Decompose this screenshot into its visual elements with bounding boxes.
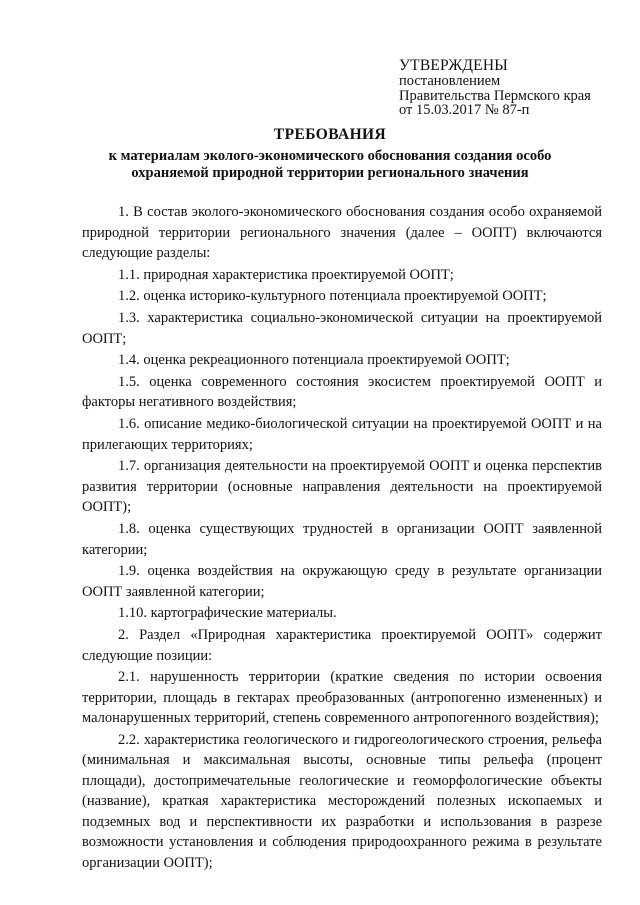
paragraph-1-9: 1.9. оценка воздействия на окружающую среду в результате организации ООПТ заявленной категории; [82,563,602,600]
approval-line-decree: постановлением [399,73,501,89]
paragraph-1: 1. В состав эколого-экономического обоснования создания особо охраняемой природной территории регионального значения (далее – ООПТ) включаются следующие разделы: [82,204,602,261]
paragraph-1-8: 1.8. оценка существующих трудностей в организации ООПТ заявленной категории; [82,521,602,558]
paragraph-2: 2. Раздел «Природная характеристика проектируемой ООПТ» содержит следующие позиции: [82,627,602,664]
paragraph-1-4: 1.4. оценка рекреационного потенциала проектируемой ООПТ; [118,352,510,369]
approval-stamp [399,58,629,118]
paragraph-1-3: 1.3. характеристика социально-экономической ситуации на проектируемой ООПТ; [82,310,602,347]
approval-line-government: Правительства Пермского края [399,87,591,104]
paragraph-2-2: 2.2. характеристика геологического и гидрогеологического строения, рельефа (минимальная и максимальная высоты, основные типы рельефа (процент площади), достопримечательные геологические и геоморфологические объекты (название), краткая характеристика месторождений полезных ископаемых и подземных вод и перспективности их разработки и использования в разрезе возможности установления и соблюдения природоохранного режима в результате организации ООПТ); [82,731,602,871]
paragraph-2-1: 2.1. нарушенность территории (краткие сведения по истории освоения территории, площадь в гектарах преобразованных (антропогенно измененных) и малонарушенных территорий, степень современного антропогенного воздействия); [82,669,602,727]
approval-line-date-number: от 15.03.2017 № 87-п [399,102,530,118]
paragraph-1-2: 1.2. оценка историко-культурного потенциала проектируемой ООПТ; [118,288,547,305]
paragraph-1-7: 1.7. организация деятельности на проектируемой ООПТ и оценка перспектив развития территории (основные направления деятельности на проектируемой ООПТ); [82,458,602,516]
document-title: ТРЕБОВАНИЯ [273,126,387,143]
paragraph-1-5: 1.5. оценка современного состояния экосистем проектируемой ООПТ и факторы негативного воздействия; [82,373,602,411]
approval-title: УТВЕРЖДЕНЫ [399,57,508,74]
paragraph-1-1: 1.1. природная характеристика проектируемой ООПТ; [118,266,454,283]
document-subtitle: к материалам эколого-экономического обоснования создания особо охраняемой природной территории регионального значения [108,148,552,181]
paragraph-1-10: 1.10. картографические материалы. [118,605,337,622]
document-body [82,202,602,875]
paragraph-1-6: 1.6. описание медико-биологической ситуации на проектируемой ООПТ и на прилегающих территориях; [82,416,602,453]
